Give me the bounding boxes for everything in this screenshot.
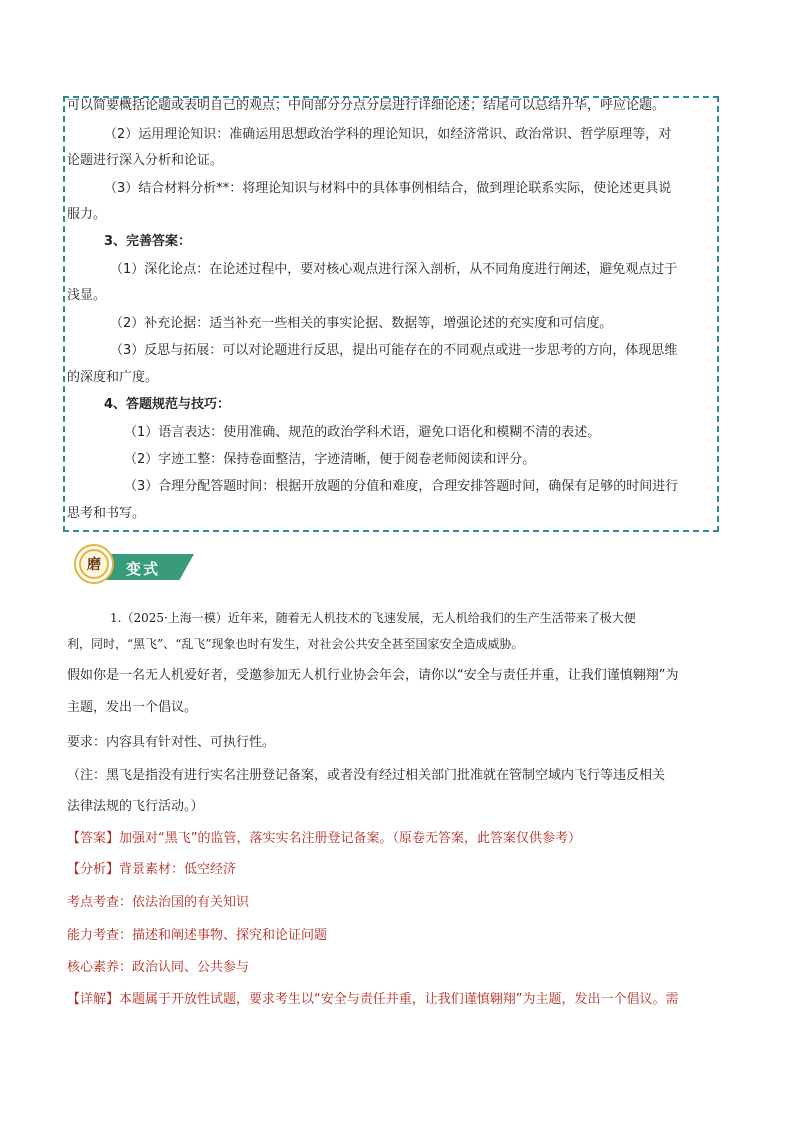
question-stem-line-0: 1.（2025·上海一模）近年来，随着无人机技术的飞速发展，无人机给我们的生产生活带来了极大便	[110, 611, 636, 625]
tips-line-4: 服力。	[67, 207, 107, 222]
tips-line-11: 4、答题规范与技巧：	[104, 397, 231, 412]
badge-char: 磨	[81, 551, 107, 577]
detail-tag: 【详解】	[67, 992, 120, 1007]
tips-line-3: （3）结合材料分析**：将理论知识与材料中的具体事例相结合，做到理论联系实际，使论述更具说	[104, 181, 672, 196]
tips-line-2: 论题进行深入分析和论证。	[67, 153, 224, 168]
question-stem-line-1: 利，同时，“黑飞”、“乱飞”现象也时有发生，对社会公共安全甚至国家安全造成威胁。	[67, 637, 524, 651]
question-body-line-1: 主题，发出一个倡议。	[67, 700, 198, 715]
tips-line-5: 3、完善答案：	[104, 234, 192, 249]
question-body-line-3: （注：黑飞是指没有进行实名注册登记备案，或者没有经过相关部门批准就在管制空域内飞行等违反相关	[67, 768, 666, 783]
tips-line-6: （1）深化论点：在论述过程中，要对核心观点进行深入剖析，从不同角度进行阐述，避免观点过于	[110, 262, 678, 277]
question-body-line-2: 要求：内容具有针对性、可执行性。	[67, 735, 276, 750]
answer-text: 加强对“黑飞”的监管，落实实名注册登记备案。（原卷无答案，此答案仅供参考）	[119, 831, 581, 846]
question-body-line-4: 法律法规的飞行活动。）	[67, 799, 204, 814]
analysis-text: 背景素材：低空经济	[119, 862, 237, 877]
analysis-item-2: 核心素养：政治认同、公共参与	[67, 960, 250, 975]
tips-line-13: （2）字迹工整：保持卷面整洁，字迹清晰，便于阅卷老师阅读和评分。	[124, 452, 536, 467]
tips-line-14: （3）合理分配答题时间：根据开放题的分值和难度，合理安排答题时间，确保有足够的时间进行	[124, 479, 679, 494]
analysis-item-0: 考点考查：依法治国的有关知识	[67, 895, 250, 910]
badge-icon	[76, 546, 112, 582]
tips-line-10: 的深度和广度。	[67, 370, 159, 385]
question-body-line-0: 假如你是一名无人机爱好者，受邀参加无人机行业协会年会，请你以“安全与责任并重，让我们谨慎翱翔”为	[67, 668, 679, 683]
answer-line	[67, 831, 581, 847]
tips-line-15: 思考和书写。	[67, 506, 146, 521]
tips-line-0: 可以简要概括论题或表明自己的观点；中间部分分点分层进行详细论述；结尾可以总结升华，呼应论题。	[67, 98, 666, 113]
banner-label: 变式	[126, 560, 161, 578]
variant-banner	[76, 546, 196, 586]
tips-line-1: （2）运用理论知识：准确运用思想政治学科的理论知识，如经济常识、政治常识、哲学原理等，对	[104, 127, 672, 142]
analysis-item-1: 能力考查：描述和阐述事物、探究和论证问题	[67, 928, 328, 943]
tips-line-8: （2）补充论据：适当补充一些相关的事实论据、数据等，增强论述的充实度和可信度。	[110, 316, 613, 331]
detail-line	[67, 992, 679, 1008]
tips-line-9: （3）反思与拓展：可以对论题进行反思，提出可能存在的不同观点或进一步思考的方向，体现思维	[110, 343, 678, 358]
analysis-tag: 【分析】	[67, 862, 120, 877]
tips-line-7: 浅显。	[67, 288, 107, 303]
tips-line-12: （1）语言表达：使用准确、规范的政治学科术语，避免口语化和模糊不清的表述。	[124, 425, 601, 440]
detail-text: 本题属于开放性试题，要求考生以“安全与责任并重，让我们谨慎翱翔”为主题，发出一个倡议。需	[119, 992, 679, 1007]
answer-tag: 【答案】	[67, 831, 120, 846]
analysis-line	[67, 862, 236, 878]
